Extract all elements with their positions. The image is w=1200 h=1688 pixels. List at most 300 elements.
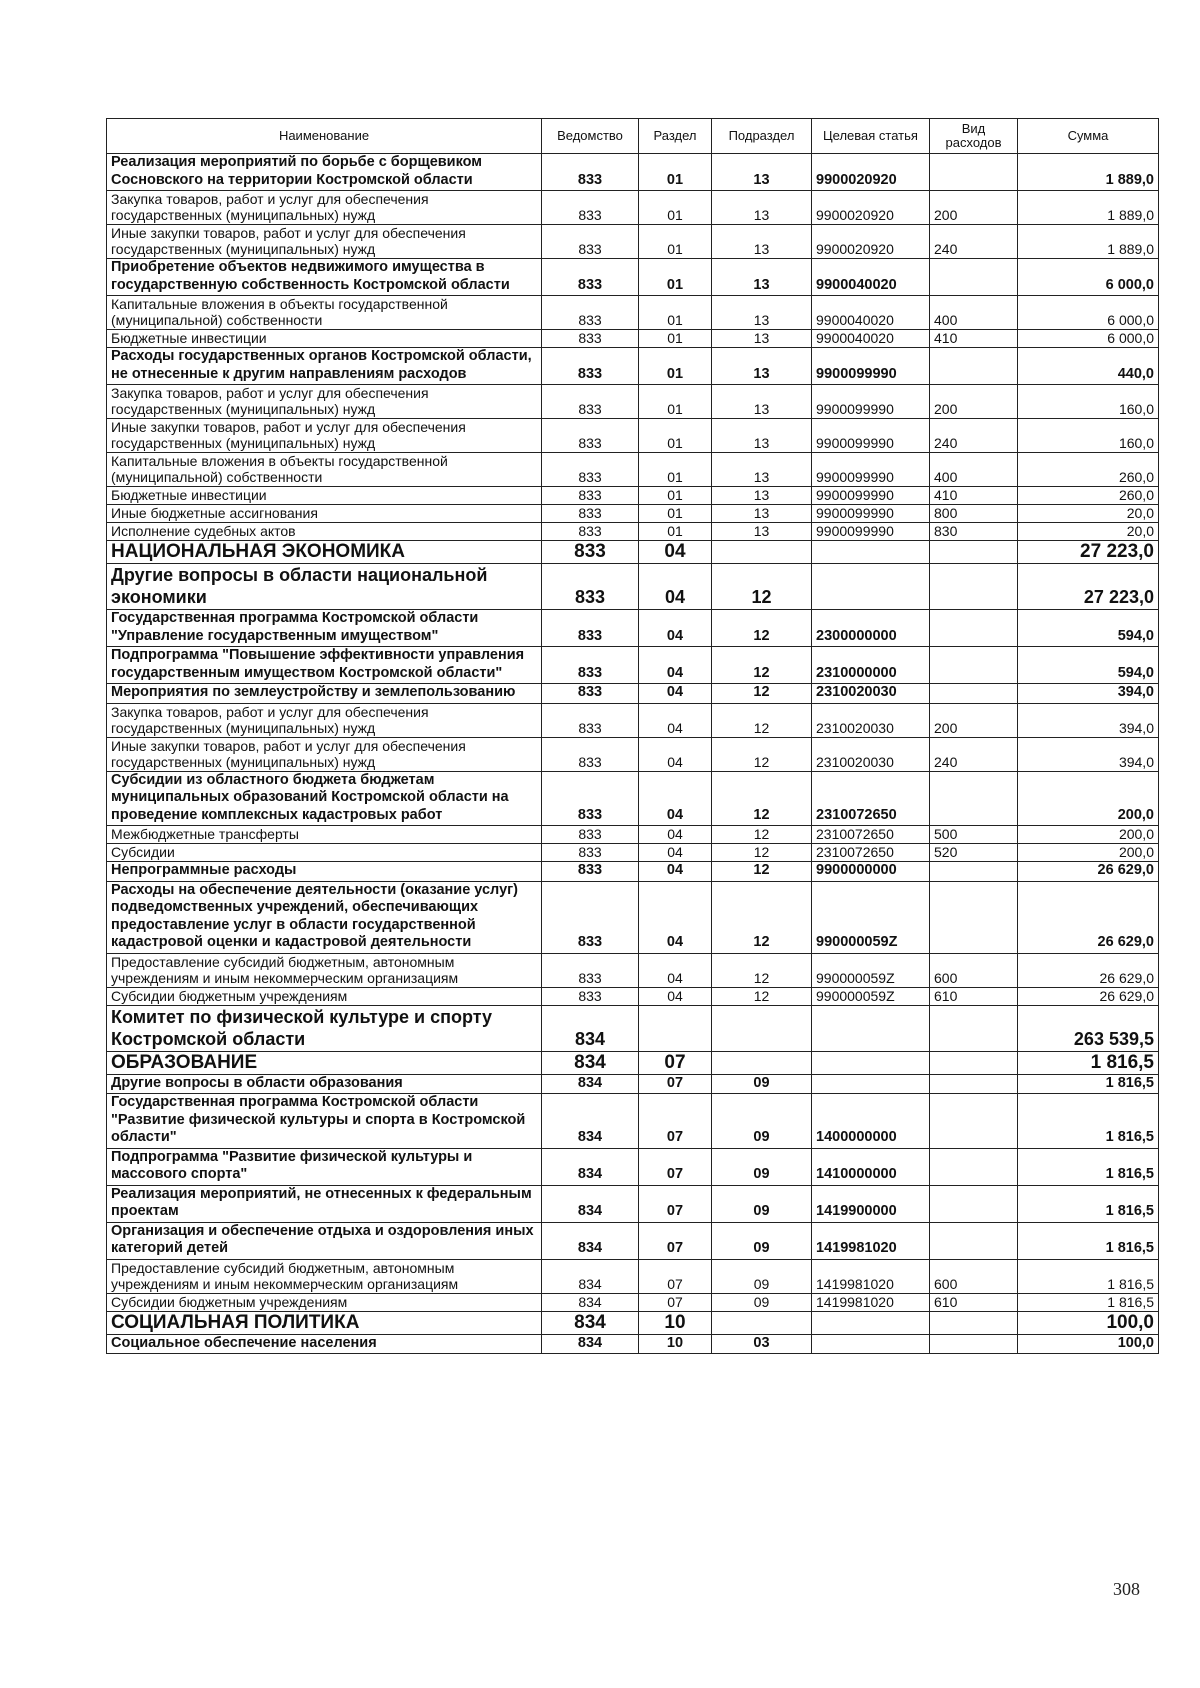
cell-summa: 1 889,0 bbox=[1018, 191, 1159, 225]
table-row bbox=[107, 1185, 1159, 1222]
cell-name: Иные закупки товаров, работ и услуг для обеспечения государственных (муниципальных) нужд bbox=[107, 737, 542, 771]
cell-podrazdel: 12 bbox=[712, 703, 812, 737]
table-row bbox=[107, 1005, 1159, 1051]
table-row bbox=[107, 225, 1159, 259]
cell-summa: 1 889,0 bbox=[1018, 154, 1159, 191]
cell-tselevaya-statya bbox=[812, 1005, 930, 1051]
cell-summa: 263 539,5 bbox=[1018, 1005, 1159, 1051]
cell-podrazdel: 13 bbox=[712, 523, 812, 541]
cell-vedomstvo: 833 bbox=[542, 647, 639, 684]
table-row bbox=[107, 505, 1159, 523]
cell-vedomstvo: 833 bbox=[542, 703, 639, 737]
cell-tselevaya-statya: 9900099990 bbox=[812, 419, 930, 453]
cell-name: Организация и обеспечение отдыха и оздоровления иных категорий детей bbox=[107, 1222, 542, 1259]
cell-tselevaya-statya bbox=[812, 1051, 930, 1074]
cell-name: Предоставление субсидий бюджетным, автономным учреждениям и иным некоммерческим организациям bbox=[107, 1259, 542, 1293]
cell-podrazdel: 12 bbox=[712, 862, 812, 882]
table-row bbox=[107, 523, 1159, 541]
cell-name: Бюджетные инвестиции bbox=[107, 330, 542, 348]
cell-vid-raskhodov bbox=[930, 647, 1018, 684]
cell-name: Подпрограмма "Развитие физической культуры и массового спорта" bbox=[107, 1148, 542, 1185]
cell-tselevaya-statya: 1419981020 bbox=[812, 1222, 930, 1259]
table-row bbox=[107, 771, 1159, 826]
cell-vid-raskhodov bbox=[930, 541, 1018, 564]
cell-summa: 26 629,0 bbox=[1018, 881, 1159, 953]
cell-razdel: 07 bbox=[639, 1185, 712, 1222]
cell-summa: 1 816,5 bbox=[1018, 1148, 1159, 1185]
cell-summa: 200,0 bbox=[1018, 844, 1159, 862]
cell-podrazdel: 13 bbox=[712, 453, 812, 487]
cell-podrazdel: 09 bbox=[712, 1259, 812, 1293]
cell-summa: 1 816,5 bbox=[1018, 1185, 1159, 1222]
table-row bbox=[107, 453, 1159, 487]
header-name: Наименование bbox=[107, 119, 542, 154]
cell-vid-raskhodov bbox=[930, 564, 1018, 610]
cell-vid-raskhodov bbox=[930, 1222, 1018, 1259]
cell-vid-raskhodov: 400 bbox=[930, 453, 1018, 487]
cell-razdel: 01 bbox=[639, 348, 712, 385]
table-row bbox=[107, 385, 1159, 419]
cell-razdel: 01 bbox=[639, 505, 712, 523]
cell-summa: 100,0 bbox=[1018, 1334, 1159, 1354]
cell-vid-raskhodov bbox=[930, 154, 1018, 191]
cell-razdel: 07 bbox=[639, 1259, 712, 1293]
page-number: 308 bbox=[1113, 1579, 1140, 1599]
cell-tselevaya-statya: 1410000000 bbox=[812, 1148, 930, 1185]
cell-vedomstvo: 833 bbox=[542, 296, 639, 330]
cell-vedomstvo: 833 bbox=[542, 737, 639, 771]
cell-vedomstvo: 833 bbox=[542, 385, 639, 419]
cell-razdel: 01 bbox=[639, 419, 712, 453]
cell-vid-raskhodov bbox=[930, 862, 1018, 882]
cell-vid-raskhodov: 800 bbox=[930, 505, 1018, 523]
cell-vid-raskhodov: 200 bbox=[930, 191, 1018, 225]
cell-podrazdel bbox=[712, 1051, 812, 1074]
cell-name: Исполнение судебных актов bbox=[107, 523, 542, 541]
header-razdel: Раздел bbox=[639, 119, 712, 154]
cell-razdel: 04 bbox=[639, 541, 712, 564]
cell-vid-raskhodov bbox=[930, 1074, 1018, 1094]
cell-podrazdel: 12 bbox=[712, 564, 812, 610]
cell-summa: 440,0 bbox=[1018, 348, 1159, 385]
cell-razdel: 04 bbox=[639, 703, 712, 737]
cell-summa: 160,0 bbox=[1018, 385, 1159, 419]
cell-vedomstvo: 834 bbox=[542, 1311, 639, 1334]
cell-tselevaya-statya: 2310072650 bbox=[812, 844, 930, 862]
cell-razdel: 10 bbox=[639, 1311, 712, 1334]
cell-podrazdel: 09 bbox=[712, 1293, 812, 1311]
cell-summa: 6 000,0 bbox=[1018, 296, 1159, 330]
cell-podrazdel: 09 bbox=[712, 1094, 812, 1149]
cell-podrazdel: 12 bbox=[712, 953, 812, 987]
cell-vedomstvo: 834 bbox=[542, 1222, 639, 1259]
cell-podrazdel: 12 bbox=[712, 771, 812, 826]
cell-tselevaya-statya: 9900099990 bbox=[812, 487, 930, 505]
cell-podrazdel bbox=[712, 1311, 812, 1334]
cell-vid-raskhodov bbox=[930, 1334, 1018, 1354]
cell-vid-raskhodov bbox=[930, 259, 1018, 296]
cell-vedomstvo: 833 bbox=[542, 564, 639, 610]
table-row bbox=[107, 610, 1159, 647]
cell-razdel: 01 bbox=[639, 259, 712, 296]
cell-podrazdel bbox=[712, 1005, 812, 1051]
cell-vid-raskhodov bbox=[930, 1094, 1018, 1149]
cell-summa: 160,0 bbox=[1018, 419, 1159, 453]
table-row bbox=[107, 348, 1159, 385]
table-row bbox=[107, 1094, 1159, 1149]
cell-razdel bbox=[639, 1005, 712, 1051]
cell-name: Иные закупки товаров, работ и услуг для обеспечения государственных (муниципальных) нужд bbox=[107, 225, 542, 259]
cell-razdel: 07 bbox=[639, 1148, 712, 1185]
cell-tselevaya-statya: 9900099990 bbox=[812, 385, 930, 419]
table-row bbox=[107, 844, 1159, 862]
cell-name: Приобретение объектов недвижимого имущества в государственную собственность Костромской области bbox=[107, 259, 542, 296]
cell-vedomstvo: 833 bbox=[542, 826, 639, 844]
cell-vedomstvo: 834 bbox=[542, 1148, 639, 1185]
cell-podrazdel: 13 bbox=[712, 487, 812, 505]
cell-razdel: 01 bbox=[639, 453, 712, 487]
cell-summa: 27 223,0 bbox=[1018, 564, 1159, 610]
cell-summa: 260,0 bbox=[1018, 487, 1159, 505]
header-vid-raskhodov: Вид расходов bbox=[930, 119, 1018, 154]
cell-name: Мероприятия по землеустройству и землепользованию bbox=[107, 684, 542, 704]
cell-vedomstvo: 833 bbox=[542, 862, 639, 882]
table-row bbox=[107, 647, 1159, 684]
cell-summa: 594,0 bbox=[1018, 647, 1159, 684]
cell-tselevaya-statya: 9900000000 bbox=[812, 862, 930, 882]
cell-vid-raskhodov: 240 bbox=[930, 225, 1018, 259]
table-row bbox=[107, 1074, 1159, 1094]
table-row bbox=[107, 953, 1159, 987]
cell-name: Социальное обеспечение населения bbox=[107, 1334, 542, 1354]
cell-summa: 394,0 bbox=[1018, 737, 1159, 771]
cell-vid-raskhodov bbox=[930, 1051, 1018, 1074]
cell-name: Капитальные вложения в объекты государственной (муниципальной) собственности bbox=[107, 296, 542, 330]
cell-tselevaya-statya: 9900099990 bbox=[812, 523, 930, 541]
table-row bbox=[107, 487, 1159, 505]
cell-podrazdel: 09 bbox=[712, 1222, 812, 1259]
cell-razdel: 07 bbox=[639, 1094, 712, 1149]
cell-vid-raskhodov: 610 bbox=[930, 987, 1018, 1005]
table-row bbox=[107, 684, 1159, 704]
cell-razdel: 04 bbox=[639, 826, 712, 844]
cell-vedomstvo: 833 bbox=[542, 541, 639, 564]
cell-name: Государственная программа Костромской области "Управление государственным имуществом" bbox=[107, 610, 542, 647]
cell-name: Другие вопросы в области национальной экономики bbox=[107, 564, 542, 610]
cell-tselevaya-statya: 1419900000 bbox=[812, 1185, 930, 1222]
cell-tselevaya-statya: 9900099990 bbox=[812, 348, 930, 385]
cell-name: Бюджетные инвестиции bbox=[107, 487, 542, 505]
cell-summa: 1 816,5 bbox=[1018, 1051, 1159, 1074]
cell-tselevaya-statya: 1400000000 bbox=[812, 1094, 930, 1149]
cell-podrazdel: 13 bbox=[712, 385, 812, 419]
cell-tselevaya-statya: 9900020920 bbox=[812, 191, 930, 225]
cell-vid-raskhodov: 410 bbox=[930, 487, 1018, 505]
cell-podrazdel: 09 bbox=[712, 1185, 812, 1222]
cell-tselevaya-statya: 990000059Z bbox=[812, 987, 930, 1005]
cell-vedomstvo: 834 bbox=[542, 1293, 639, 1311]
cell-tselevaya-statya: 2310020030 bbox=[812, 703, 930, 737]
cell-name: Субсидии бюджетным учреждениям bbox=[107, 987, 542, 1005]
cell-vid-raskhodov bbox=[930, 1185, 1018, 1222]
cell-vid-raskhodov bbox=[930, 1148, 1018, 1185]
table-header-row bbox=[107, 119, 1159, 154]
cell-summa: 394,0 bbox=[1018, 703, 1159, 737]
cell-summa: 27 223,0 bbox=[1018, 541, 1159, 564]
cell-summa: 20,0 bbox=[1018, 523, 1159, 541]
cell-summa: 1 816,5 bbox=[1018, 1259, 1159, 1293]
cell-podrazdel: 12 bbox=[712, 610, 812, 647]
table-row bbox=[107, 862, 1159, 882]
cell-podrazdel: 12 bbox=[712, 844, 812, 862]
cell-razdel: 01 bbox=[639, 296, 712, 330]
cell-name: Реализация мероприятий, не отнесенных к федеральным проектам bbox=[107, 1185, 542, 1222]
cell-razdel: 01 bbox=[639, 385, 712, 419]
table-row bbox=[107, 987, 1159, 1005]
cell-vedomstvo: 834 bbox=[542, 1334, 639, 1354]
cell-vedomstvo: 833 bbox=[542, 453, 639, 487]
cell-vedomstvo: 834 bbox=[542, 1094, 639, 1149]
cell-razdel: 04 bbox=[639, 647, 712, 684]
table-row bbox=[107, 1148, 1159, 1185]
cell-vedomstvo: 833 bbox=[542, 259, 639, 296]
cell-vid-raskhodov bbox=[930, 610, 1018, 647]
cell-podrazdel bbox=[712, 541, 812, 564]
cell-podrazdel: 12 bbox=[712, 737, 812, 771]
cell-vid-raskhodov: 500 bbox=[930, 826, 1018, 844]
cell-podrazdel: 09 bbox=[712, 1074, 812, 1094]
cell-razdel: 04 bbox=[639, 953, 712, 987]
cell-name: Государственная программа Костромской области "Развитие физической культуры и спорта в Костромской области" bbox=[107, 1094, 542, 1149]
cell-razdel: 01 bbox=[639, 487, 712, 505]
table-row bbox=[107, 881, 1159, 953]
cell-razdel: 01 bbox=[639, 225, 712, 259]
cell-razdel: 07 bbox=[639, 1293, 712, 1311]
cell-vedomstvo: 833 bbox=[542, 154, 639, 191]
cell-vedomstvo: 833 bbox=[542, 953, 639, 987]
cell-razdel: 04 bbox=[639, 881, 712, 953]
cell-summa: 26 629,0 bbox=[1018, 987, 1159, 1005]
cell-tselevaya-statya bbox=[812, 1311, 930, 1334]
cell-tselevaya-statya: 2310020030 bbox=[812, 737, 930, 771]
cell-razdel: 04 bbox=[639, 987, 712, 1005]
cell-tselevaya-statya: 9900040020 bbox=[812, 296, 930, 330]
cell-tselevaya-statya bbox=[812, 1334, 930, 1354]
cell-vedomstvo: 834 bbox=[542, 1051, 639, 1074]
cell-summa: 394,0 bbox=[1018, 684, 1159, 704]
cell-name: ОБРАЗОВАНИЕ bbox=[107, 1051, 542, 1074]
cell-summa: 594,0 bbox=[1018, 610, 1159, 647]
cell-name: Комитет по физической культуре и спорту Костромской области bbox=[107, 1005, 542, 1051]
cell-vedomstvo: 833 bbox=[542, 987, 639, 1005]
table-row bbox=[107, 191, 1159, 225]
cell-vedomstvo: 833 bbox=[542, 419, 639, 453]
cell-tselevaya-statya bbox=[812, 1074, 930, 1094]
cell-podrazdel: 13 bbox=[712, 505, 812, 523]
cell-summa: 1 816,5 bbox=[1018, 1222, 1159, 1259]
cell-summa: 26 629,0 bbox=[1018, 953, 1159, 987]
cell-tselevaya-statya: 9900020920 bbox=[812, 225, 930, 259]
header-tselevaya-statya: Целевая статья bbox=[812, 119, 930, 154]
table-row bbox=[107, 419, 1159, 453]
cell-summa: 20,0 bbox=[1018, 505, 1159, 523]
cell-podrazdel: 13 bbox=[712, 225, 812, 259]
cell-podrazdel: 13 bbox=[712, 419, 812, 453]
cell-vedomstvo: 834 bbox=[542, 1074, 639, 1094]
cell-podrazdel: 09 bbox=[712, 1148, 812, 1185]
cell-name: СОЦИАЛЬНАЯ ПОЛИТИКА bbox=[107, 1311, 542, 1334]
table-row bbox=[107, 1334, 1159, 1354]
cell-vedomstvo: 834 bbox=[542, 1005, 639, 1051]
cell-podrazdel: 12 bbox=[712, 684, 812, 704]
cell-vedomstvo: 833 bbox=[542, 191, 639, 225]
table-row bbox=[107, 259, 1159, 296]
table-row bbox=[107, 826, 1159, 844]
cell-vid-raskhodov bbox=[930, 881, 1018, 953]
cell-podrazdel: 12 bbox=[712, 987, 812, 1005]
cell-vedomstvo: 833 bbox=[542, 505, 639, 523]
cell-tselevaya-statya: 9900099990 bbox=[812, 505, 930, 523]
cell-vid-raskhodov bbox=[930, 771, 1018, 826]
cell-podrazdel: 13 bbox=[712, 259, 812, 296]
cell-name: Подпрограмма "Повышение эффективности управления государственным имуществом Костромской области" bbox=[107, 647, 542, 684]
table-row bbox=[107, 1259, 1159, 1293]
cell-summa: 1 816,5 bbox=[1018, 1074, 1159, 1094]
cell-name: Субсидии из областного бюджета бюджетам муниципальных образований Костромской области на проведение комплексных кадастровых работ bbox=[107, 771, 542, 826]
cell-tselevaya-statya: 9900040020 bbox=[812, 330, 930, 348]
cell-razdel: 04 bbox=[639, 610, 712, 647]
cell-podrazdel: 13 bbox=[712, 330, 812, 348]
cell-tselevaya-statya: 9900020920 bbox=[812, 154, 930, 191]
cell-name: Иные закупки товаров, работ и услуг для обеспечения государственных (муниципальных) нужд bbox=[107, 419, 542, 453]
cell-summa: 100,0 bbox=[1018, 1311, 1159, 1334]
cell-podrazdel: 13 bbox=[712, 191, 812, 225]
cell-razdel: 04 bbox=[639, 564, 712, 610]
cell-tselevaya-statya: 990000059Z bbox=[812, 953, 930, 987]
header-podrazdel: Подраздел bbox=[712, 119, 812, 154]
cell-tselevaya-statya: 2310072650 bbox=[812, 826, 930, 844]
cell-tselevaya-statya bbox=[812, 564, 930, 610]
cell-razdel: 01 bbox=[639, 154, 712, 191]
cell-name: Расходы на обеспечение деятельности (оказание услуг) подведомственных учреждений, обеспечивающих предоставление услуг в области государственной кадастровой оценки и кадастровой деятельности bbox=[107, 881, 542, 953]
cell-summa: 6 000,0 bbox=[1018, 259, 1159, 296]
cell-razdel: 04 bbox=[639, 862, 712, 882]
cell-summa: 200,0 bbox=[1018, 826, 1159, 844]
cell-summa: 260,0 bbox=[1018, 453, 1159, 487]
cell-name: Закупка товаров, работ и услуг для обеспечения государственных (муниципальных) нужд bbox=[107, 385, 542, 419]
cell-name: Непрограммные расходы bbox=[107, 862, 542, 882]
table-row bbox=[107, 154, 1159, 191]
cell-name: Другие вопросы в области образования bbox=[107, 1074, 542, 1094]
table-row bbox=[107, 1311, 1159, 1334]
cell-tselevaya-statya: 990000059Z bbox=[812, 881, 930, 953]
cell-vid-raskhodov: 610 bbox=[930, 1293, 1018, 1311]
table-row bbox=[107, 541, 1159, 564]
cell-vid-raskhodov: 600 bbox=[930, 1259, 1018, 1293]
cell-vid-raskhodov bbox=[930, 1005, 1018, 1051]
cell-razdel: 07 bbox=[639, 1051, 712, 1074]
cell-vedomstvo: 833 bbox=[542, 348, 639, 385]
cell-podrazdel: 13 bbox=[712, 348, 812, 385]
cell-podrazdel: 13 bbox=[712, 154, 812, 191]
cell-name: Субсидии bbox=[107, 844, 542, 862]
cell-vid-raskhodov: 400 bbox=[930, 296, 1018, 330]
cell-tselevaya-statya: 2310072650 bbox=[812, 771, 930, 826]
cell-name: Закупка товаров, работ и услуг для обеспечения государственных (муниципальных) нужд bbox=[107, 191, 542, 225]
cell-podrazdel: 13 bbox=[712, 296, 812, 330]
cell-tselevaya-statya: 1419981020 bbox=[812, 1293, 930, 1311]
table-row bbox=[107, 330, 1159, 348]
cell-vedomstvo: 833 bbox=[542, 330, 639, 348]
cell-razdel: 07 bbox=[639, 1222, 712, 1259]
cell-vedomstvo: 834 bbox=[542, 1259, 639, 1293]
table-row bbox=[107, 296, 1159, 330]
cell-name: Субсидии бюджетным учреждениям bbox=[107, 1293, 542, 1311]
cell-summa: 26 629,0 bbox=[1018, 862, 1159, 882]
table-row bbox=[107, 1051, 1159, 1074]
cell-tselevaya-statya bbox=[812, 541, 930, 564]
cell-razdel: 04 bbox=[639, 771, 712, 826]
cell-podrazdel: 12 bbox=[712, 826, 812, 844]
table-row bbox=[107, 1293, 1159, 1311]
cell-podrazdel: 12 bbox=[712, 647, 812, 684]
cell-vid-raskhodov: 830 bbox=[930, 523, 1018, 541]
cell-razdel: 01 bbox=[639, 330, 712, 348]
cell-name: Предоставление субсидий бюджетным, автономным учреждениям и иным некоммерческим организациям bbox=[107, 953, 542, 987]
cell-tselevaya-statya: 2310020030 bbox=[812, 684, 930, 704]
header-summa: Сумма bbox=[1018, 119, 1159, 154]
cell-vedomstvo: 833 bbox=[542, 487, 639, 505]
cell-vid-raskhodov: 520 bbox=[930, 844, 1018, 862]
cell-podrazdel: 03 bbox=[712, 1334, 812, 1354]
table-row bbox=[107, 564, 1159, 610]
cell-vid-raskhodov: 240 bbox=[930, 419, 1018, 453]
cell-tselevaya-statya: 9900099990 bbox=[812, 453, 930, 487]
cell-name: Иные бюджетные ассигнования bbox=[107, 505, 542, 523]
cell-vedomstvo: 833 bbox=[542, 523, 639, 541]
cell-vid-raskhodov: 200 bbox=[930, 703, 1018, 737]
budget-table bbox=[106, 118, 1159, 1354]
cell-vedomstvo: 834 bbox=[542, 1185, 639, 1222]
cell-vedomstvo: 833 bbox=[542, 881, 639, 953]
cell-razdel: 07 bbox=[639, 1074, 712, 1094]
cell-razdel: 10 bbox=[639, 1334, 712, 1354]
table-row bbox=[107, 703, 1159, 737]
table-row bbox=[107, 737, 1159, 771]
cell-tselevaya-statya: 2300000000 bbox=[812, 610, 930, 647]
cell-vedomstvo: 833 bbox=[542, 844, 639, 862]
cell-razdel: 04 bbox=[639, 737, 712, 771]
cell-razdel: 01 bbox=[639, 523, 712, 541]
cell-summa: 200,0 bbox=[1018, 771, 1159, 826]
cell-vid-raskhodov bbox=[930, 348, 1018, 385]
cell-tselevaya-statya: 2310000000 bbox=[812, 647, 930, 684]
header-vedomstvo: Ведомство bbox=[542, 119, 639, 154]
table-row bbox=[107, 1222, 1159, 1259]
cell-vid-raskhodov: 200 bbox=[930, 385, 1018, 419]
cell-tselevaya-statya: 9900040020 bbox=[812, 259, 930, 296]
cell-tselevaya-statya: 1419981020 bbox=[812, 1259, 930, 1293]
table-body bbox=[107, 154, 1159, 1354]
cell-razdel: 04 bbox=[639, 844, 712, 862]
cell-summa: 6 000,0 bbox=[1018, 330, 1159, 348]
cell-name: Капитальные вложения в объекты государственной (муниципальной) собственности bbox=[107, 453, 542, 487]
cell-name: Расходы государственных органов Костромской области, не отнесенные к другим направлениям расходов bbox=[107, 348, 542, 385]
cell-vid-raskhodov: 410 bbox=[930, 330, 1018, 348]
cell-name: Реализация мероприятий по борьбе с борщевиком Сосновского на территории Костромской области bbox=[107, 154, 542, 191]
cell-name: НАЦИОНАЛЬНАЯ ЭКОНОМИКА bbox=[107, 541, 542, 564]
cell-vedomstvo: 833 bbox=[542, 771, 639, 826]
